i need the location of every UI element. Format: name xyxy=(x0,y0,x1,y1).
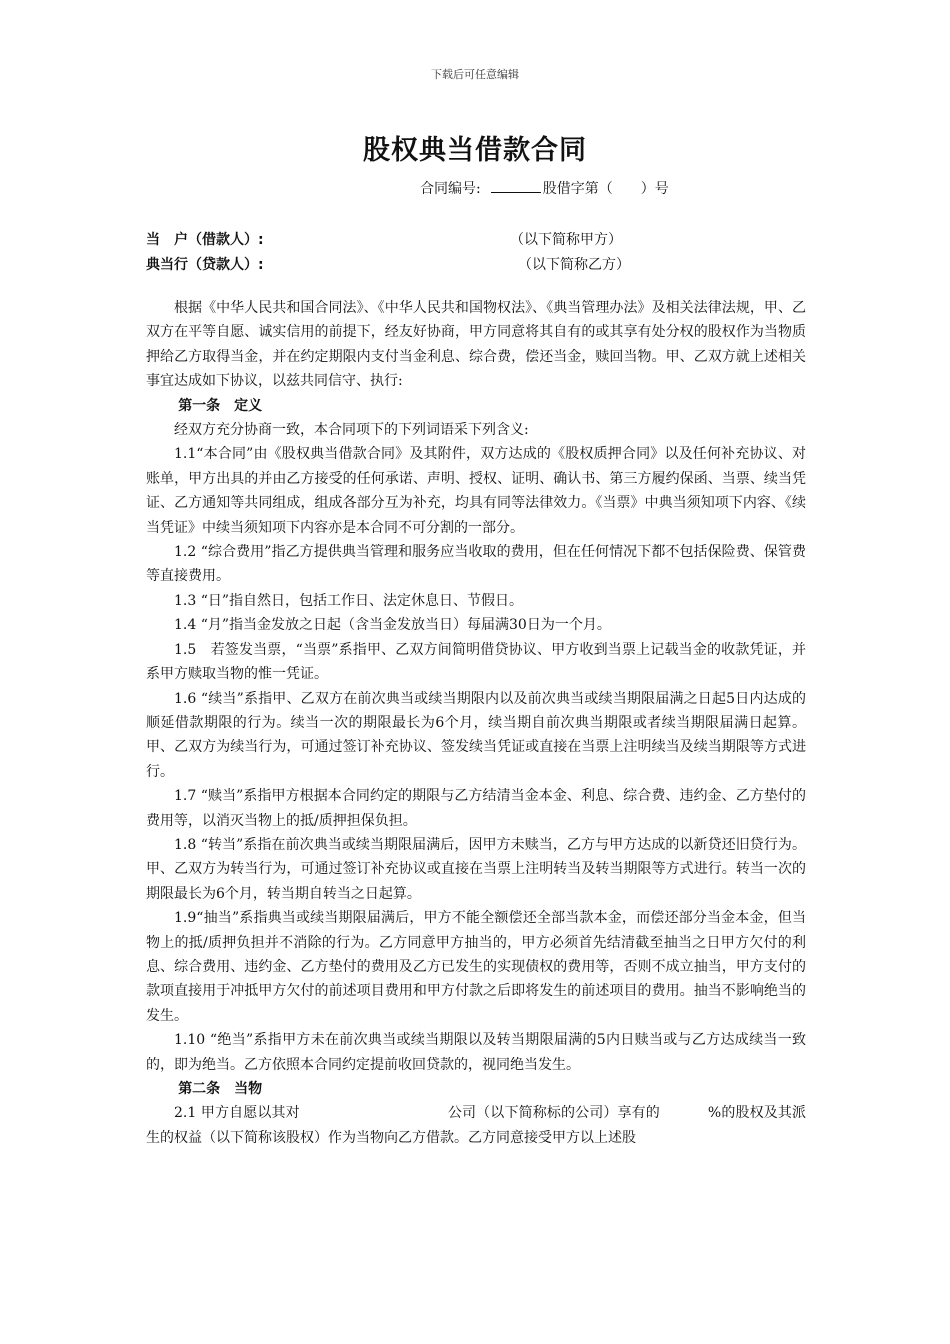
clause-2-1-part-a: 2.1 甲方自愿以其对 xyxy=(174,1105,300,1122)
clause: 1.6 “续当”系指甲、乙双方在前次典当或续当期限内以及前次典当或续当期限届满之日起5日内达成的顺延借款期限的行为。续当一次的期限最长为6个月，续当期自前次典当期限或者续当期限届满日起算。甲、乙双方为续当行为，可通过签订补充协议、签发续当凭证或直接在当票上注明续当及续当期限等方式进行。 xyxy=(146,690,806,780)
clause: 1.4 “月”指当金发放之日起（含当金发放当日）每届满30日为一个月。 xyxy=(174,617,611,634)
clause: 1.2 “综合费用”指乙方提供典当管理和服务应当收取的费用，但在任何情况下都不包括保险费、保管费等直接费用。 xyxy=(146,544,806,585)
party-lender xyxy=(146,254,630,274)
clause: 1.8 “转当”系指在前次典当或续当期限届满后，因甲方未赎当，乙方与甲方达成的以新贷还旧贷行为。甲、乙双方为转当行为，可通过签订补充协议或直接在当票上注明转当及转当期限等方式进行。转当一次的期限最长为6个月，转当期自转当之日起算。 xyxy=(146,836,806,902)
contract-number-label: 合同编号: xyxy=(420,181,481,197)
clause: 1.10 “绝当”系指甲方未在前次典当或续当期限以及转当期限届满的5内日赎当或与乙方达成续当一致的，即为绝当。乙方依照本合同约定提前收回贷款的，视同绝当发生。 xyxy=(146,1032,806,1073)
party-role: 当 户（借款人）: xyxy=(146,232,264,248)
contract-number xyxy=(420,178,669,198)
article-1-intro: 经双方充分协商一致，本合同项下的下列词语采下列含义: xyxy=(174,422,529,439)
article-1-heading: 第一条 定义 xyxy=(178,397,263,414)
clause: 1.9“抽当”系指典当或续当期限届满后，甲方不能全额偿还全部当款本金，而偿还部分当金本金，但当物上的抵/质押负担并不消除的行为。乙方同意甲方抽当的，甲方必须首先结清截至抽当之日甲方欠付的利息、综合费用、违约金、乙方垫付的费用及乙方已发生的实现债权的费用等，否则不成立抽当，甲方支付的款项直接用于冲抵甲方欠付的前述项目费用和甲方付款之后即将发生的前述项目的费用。抽当不影响绝当的发生。 xyxy=(146,910,806,1024)
clause-2-1-part-b: 公司（以下简称标的公司）享有的 xyxy=(447,1105,660,1122)
header-note: 下载后可任意编辑 xyxy=(431,68,519,81)
preamble: 根据《中华人民共和国合同法》、《中华人民共和国物权法》、《典当管理办法》及相关法律法规，甲、乙双方在平等自愿、诚实信用的前提下，经友好协商，甲方同意将其自有的或其享有处分权的股权作为当物质押给乙方取得当金，并在约定期限内支付当金利息、综合费，偿还当金，赎回当物。甲、乙双方就上述相关事宜达成如下协议，以兹共同信守、执行: xyxy=(146,300,806,390)
clause-2-1 xyxy=(146,1101,806,1150)
clause: 1.1“本合同”由《股权典当借款合同》及其附件，双方达成的《股权质押合同》以及任何补充协议、对账单，甲方出具的并由乙方接受的任何承诺、声明、授权、证明、确认书、第三方履约保函、当票、续当凭证、乙方通知等共同组成，组成各部分互为补充，均具有同等法律效力。《当票》中典当须知项下内容、《续当凭证》中续当须知项下内容亦是本合同不可分割的一部分。 xyxy=(146,446,806,536)
party-alias: （以下简称乙方） xyxy=(518,257,630,273)
party-alias: （以下简称甲方） xyxy=(510,232,622,248)
article-2-heading: 第二条 当物 xyxy=(178,1081,263,1097)
contract-number-blank xyxy=(491,180,541,193)
clause: 1.3 “日”指自然日，包括工作日、法定休息日、节假日。 xyxy=(174,592,524,609)
party-borrower xyxy=(146,229,622,249)
clause: 1.7 “赎当”系指甲方根据本合同约定的期限与乙方结清当金本金、利息、综合费、违约金、乙方垫付的费用等，以消灭当物上的抵/质押担保负担。 xyxy=(146,788,806,829)
contract-number-suffix: 股借字第（ ）号 xyxy=(542,181,669,197)
party-role: 典当行（贷款人）: xyxy=(146,257,264,273)
contract-body xyxy=(146,296,806,1150)
clause: 1.5 若签发当票，“当票”系指甲、乙双方间简明借贷协议、甲方收到当票上记载当金的收款凭证，并系甲方赎取当物的惟一凭证。 xyxy=(146,641,806,683)
page-title: 股权典当借款合同 xyxy=(363,135,587,166)
clause-2-1-part-c: %的股权及其派生的权益（以下简称该股权）作为当物向乙方借款。乙方同意接受甲方以上述股 xyxy=(146,1105,807,1146)
